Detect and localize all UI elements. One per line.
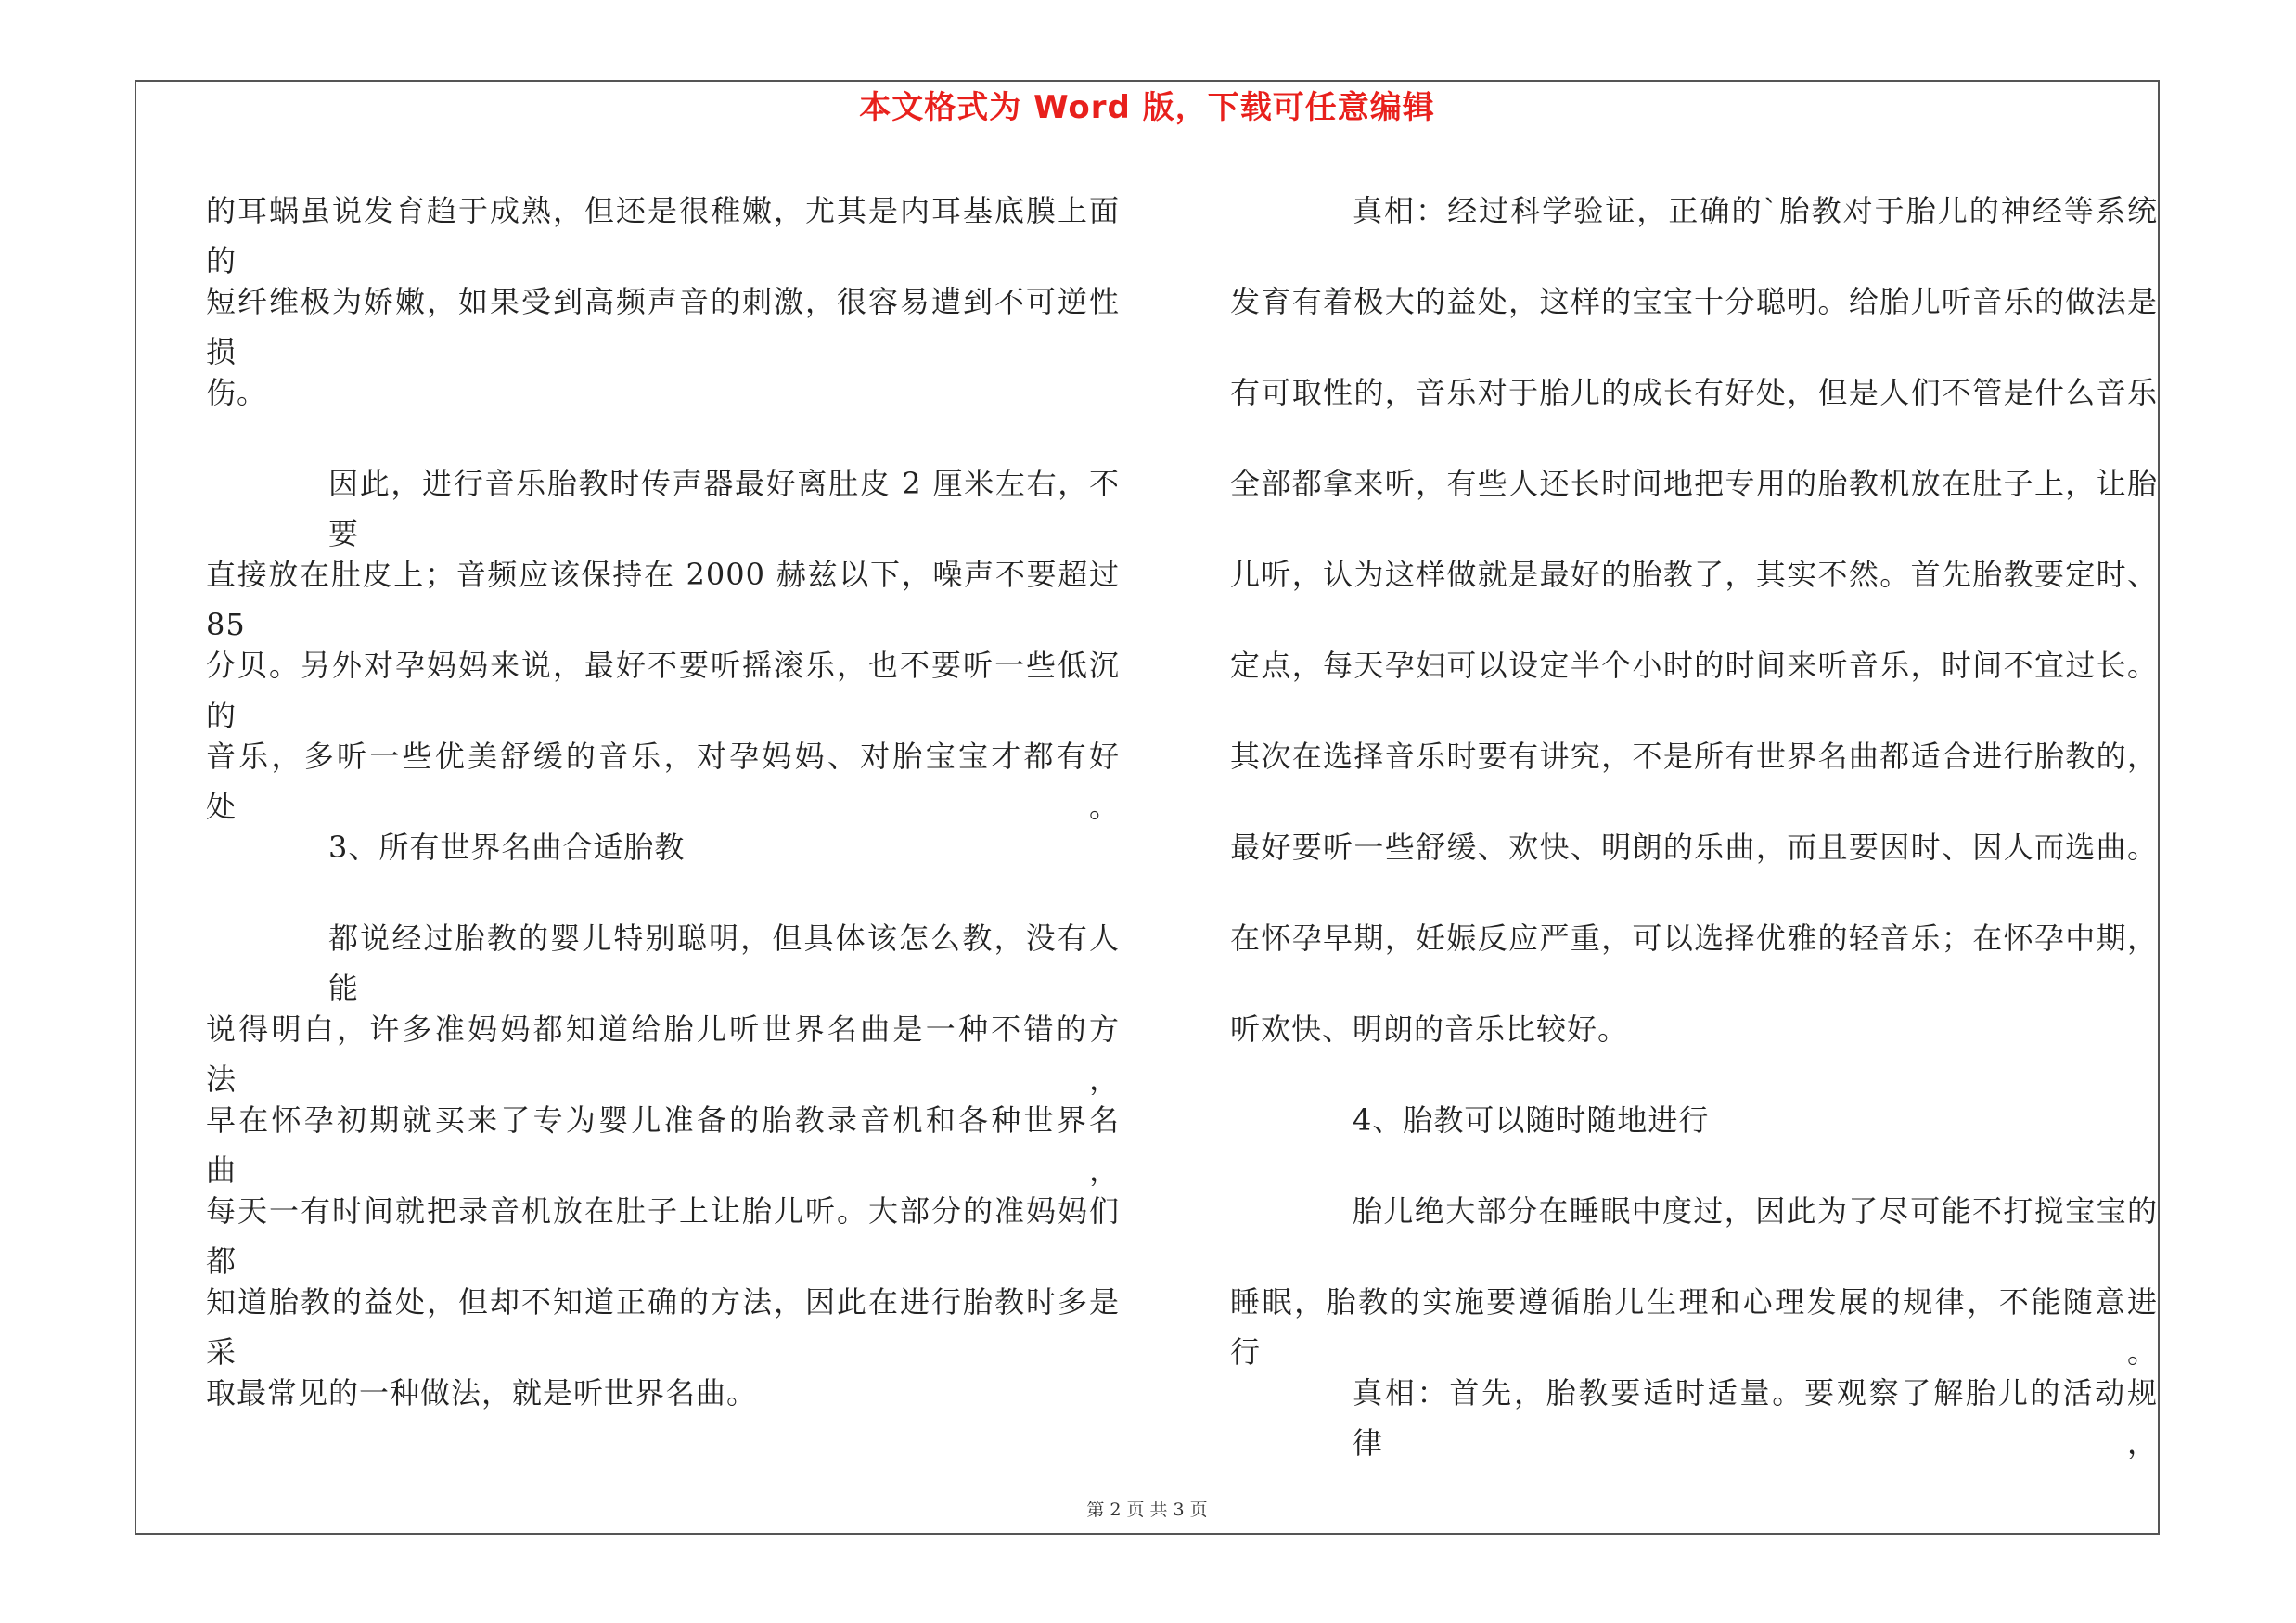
text-line: 真相：经过科学验证，正确的`胎教对于胎儿的神经等系统 [1353,193,2158,228]
word-format-banner: 本文格式为 Word 版，下载可任意编辑 [859,89,1435,126]
text-line: 真相：首先，胎教要适时适量。要观察了解胎儿的活动规律， [1353,1375,2158,1459]
text-line: 说得明白，许多准妈妈都知道给胎儿听世界名曲是一种不错的方法， [206,1011,1120,1095]
text-line: 有可取性的，音乐对于胎儿的成长有好处，但是人们不管是什么音乐 [1230,375,2158,410]
text-line: 全部都拿来听，有些人还长时间地把专用的胎教机放在肚子上，让胎 [1230,466,2158,501]
text-line: 因此，进行音乐胎教时传声器最好离肚皮 2 厘米左右，不要 [328,466,1120,549]
text-line: 定点，每天孕妇可以设定半个小时的时间来听音乐，时间不宜过长。 [1230,648,2158,683]
text-line: 早在怀孕初期就买来了专为婴儿准备的胎教录音机和各种世界名曲， [206,1102,1120,1186]
text-line: 睡眠，胎教的实施要遵循胎儿生理和心理发展的规律，不能随意进行。 [1230,1284,2158,1368]
text-line: 直接放在肚皮上；音频应该保持在 2000 赫兹以下，噪声不要超过 85 [206,557,1120,640]
text-line: 取最常见的一种做法，就是听世界名曲。 [206,1375,758,1410]
text-line: 伤。 [206,375,268,410]
text-line: 最好要听一些舒缓、欢快、明朗的乐曲，而且要因时、因人而选曲。 [1230,830,2158,865]
page-number-footer: 第 2 页 共 3 页 [1086,1500,1208,1520]
text-line: 的耳蜗虽说发育趋于成熟，但还是很稚嫩，尤其是内耳基底膜上面的 [206,193,1120,277]
text-line: 儿听，认为这样做就是最好的胎教了，其实不然。首先胎教要定时、 [1230,557,2158,592]
text-line: 都说经过胎教的婴儿特别聪明，但具体该怎么教，没有人能 [328,921,1120,1004]
right-text-column [1230,186,2158,1459]
text-line: 知道胎教的益处，但却不知道正确的方法，因此在进行胎教时多是采 [206,1284,1120,1368]
section-heading: 4、胎教可以随时随地进行 [1353,1102,1710,1138]
text-line: 在怀孕早期，妊娠反应严重，可以选择优雅的轻音乐；在怀孕中期， [1230,921,2158,956]
section-heading: 3、所有世界名曲合适胎教 [328,830,686,865]
text-line: 每天一有时间就把录音机放在肚子上让胎儿听。大部分的准妈妈们都 [206,1193,1120,1277]
text-line: 其次在选择音乐时要有讲究，不是所有世界名曲都适合进行胎教的， [1230,739,2158,774]
text-line: 发育有着极大的益处，这样的宝宝十分聪明。给胎儿听音乐的做法是 [1230,284,2158,319]
text-line: 胎儿绝大部分在睡眠中度过，因此为了尽可能不打搅宝宝的 [1353,1193,2158,1229]
text-line: 音乐，多听一些优美舒缓的音乐，对孕妈妈、对胎宝宝才都有好处。 [206,739,1120,822]
text-line: 短纤维极为娇嫩，如果受到高频声音的刺激，很容易遭到不可逆性损 [206,284,1120,367]
text-line: 分贝。另外对孕妈妈来说，最好不要听摇滚乐，也不要听一些低沉的 [206,648,1120,731]
left-text-column [206,186,1120,1459]
text-line: 听欢快、明朗的音乐比较好。 [1230,1011,1629,1047]
